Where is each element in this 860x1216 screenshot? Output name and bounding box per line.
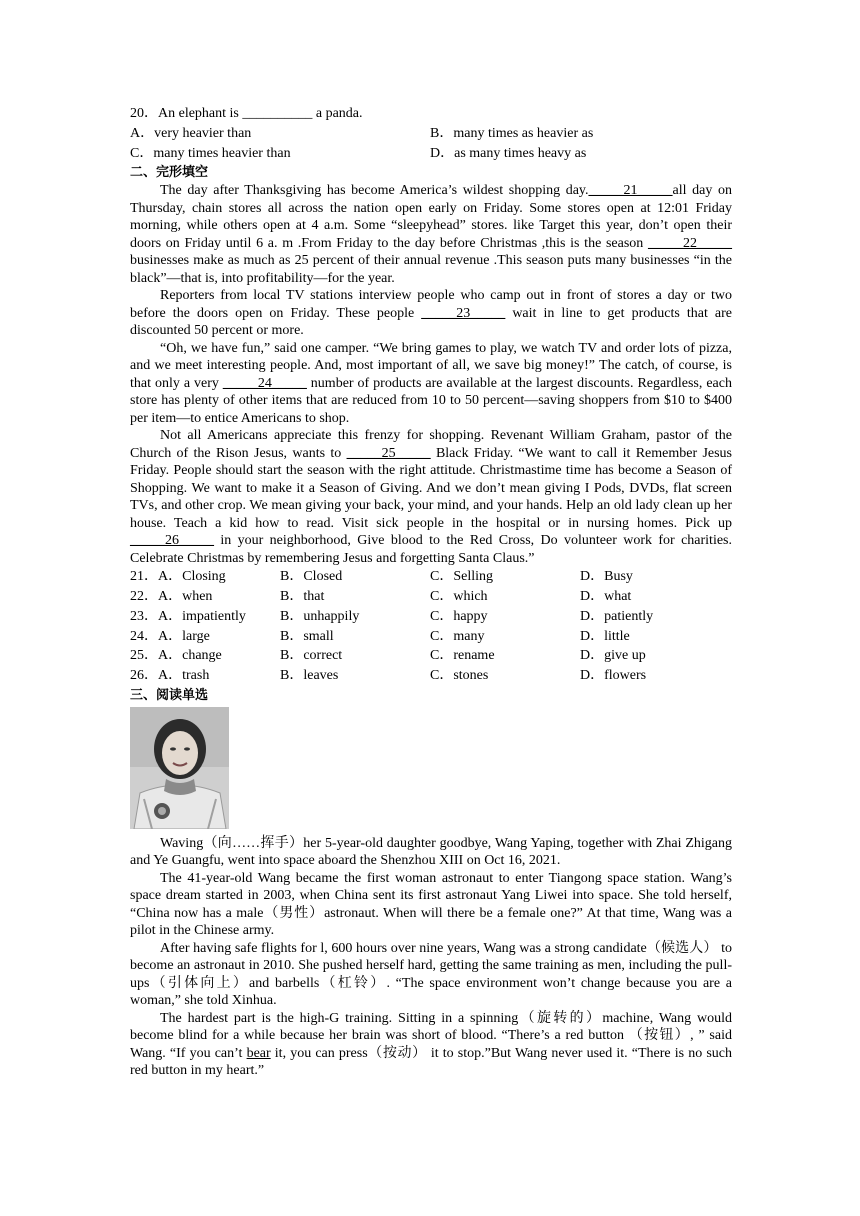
cloze-option: D．give up bbox=[580, 648, 646, 664]
paragraph-text: Reporters from local TV stations interview people who camp out in front of stores a day or two before the doors open on Friday. These people bbox=[130, 288, 732, 321]
blank-marker: _____26_____ bbox=[130, 533, 214, 549]
q20-options-row-2 bbox=[130, 144, 732, 164]
cloze-paragraph bbox=[130, 427, 732, 567]
cloze-option: B．unhappily bbox=[280, 608, 360, 624]
q20-options-row-1 bbox=[130, 124, 732, 144]
blank-marker: _____24_____ bbox=[222, 375, 307, 391]
cloze-option: D．flowers bbox=[580, 667, 647, 683]
paragraph-text: “Oh, we have fun,” said one camper. “We bring games to play, we watch TV and order lots of pizza, and we meet interesting people. And, most important of all, we save big money!” The catch, of course, is that only a very bbox=[130, 340, 732, 391]
cloze-option: C．stones bbox=[430, 667, 489, 683]
paragraph-text: The 41-year-old Wang became the first woman astronaut to enter Tiangong space station. Wang’s space dream started in 2003, when China sent its first astronaut Yang Liwei into space. She told herself, “China now has a male（男性）astronaut. When will there be a female one?” At that time, Wang was a pilot in the Chinese army. bbox=[130, 870, 732, 938]
reading-paragraph bbox=[130, 1010, 732, 1080]
cloze-option: C．rename bbox=[430, 648, 495, 664]
paragraph-text: Not all Americans appreciate this frenzy for shopping. Revenant William Graham, pastor of the Church of the Rison Jesus, wants to bbox=[130, 428, 732, 461]
paragraph-text: in your neighborhood, Give blood to the Red Cross, Do volunteer work for charities. Celebrate Christmas by remembering Jesus and forgetting Santa Claus.” bbox=[130, 533, 732, 566]
q20-option-a: A．very heavier than bbox=[130, 126, 252, 142]
document-page bbox=[130, 104, 732, 1080]
astronaut-photo-image bbox=[130, 707, 229, 829]
paragraph-text: number of products are available at the largest discounts. Regardless, each store has plenty of other items that are reduced from 10 to 50 percent—saving shoppers from $10 to $400 per item—to entice Americans to shop. bbox=[130, 375, 732, 426]
q20-option-b: B．many times as heavier as bbox=[430, 126, 594, 142]
reading-paragraph bbox=[130, 940, 732, 1010]
cloze-option: D．patiently bbox=[580, 608, 654, 624]
cloze-paragraph bbox=[130, 340, 732, 428]
q20-stem-blank: __________ bbox=[242, 106, 313, 121]
cloze-question-row bbox=[130, 626, 732, 646]
cloze-option: 25．A．change bbox=[130, 648, 222, 664]
cloze-question-row bbox=[130, 646, 732, 666]
cloze-option: B．that bbox=[280, 589, 325, 605]
reading-paragraph bbox=[130, 835, 732, 870]
section-2-heading: 二、完形填空 bbox=[130, 165, 209, 181]
blank-marker: bear bbox=[246, 1045, 271, 1061]
cloze-paragraph bbox=[130, 287, 732, 340]
paragraph-text: The day after Thanksgiving has become America’s wildest shopping day. bbox=[160, 183, 589, 199]
cloze-option: 24．A．large bbox=[130, 628, 210, 644]
cloze-option: B．small bbox=[280, 628, 334, 644]
q20-option-d: D．as many times heavy as bbox=[430, 145, 587, 161]
paragraph-text: wait in line to get products that are discounted 50 percent or more. bbox=[130, 305, 732, 339]
paragraph-text: The hardest part is the high-G training. Sitting in a spinning（旋转的）machine, Wang would become blind for a while because her brain was short of blood. “There’s a red button （按钮）, ” said Wang. “If you can’t bbox=[130, 1010, 732, 1061]
cloze-question-row bbox=[130, 587, 732, 607]
cloze-option: B．Closed bbox=[280, 569, 343, 585]
blank-marker: _____23_____ bbox=[421, 305, 506, 321]
cloze-option: D．little bbox=[580, 628, 630, 644]
cloze-option: C．many bbox=[430, 628, 485, 644]
paragraph-text: Black Friday. “We want to call it Remember Jesus Friday. People should start the season with the right attitude. Christmastime time has become a Season of Shopping. We want to make it a Season of Giving. And we don’t mean giving I Pods, DVDs, flat screen TVs, and other crop. We mean giving your back, your mind, and your hands. Help an old lady clean up her house. Teach a kid how to read. Visit sick people in the hospital or in nursing homes. Pick up bbox=[130, 445, 733, 531]
cloze-questions bbox=[130, 567, 732, 685]
cloze-question-row bbox=[130, 567, 732, 587]
question-20-stem bbox=[130, 104, 732, 124]
cloze-question-row bbox=[130, 607, 732, 627]
blank-marker: _____22_____ bbox=[648, 235, 732, 251]
cloze-option: C．happy bbox=[430, 608, 488, 624]
astronaut-photo bbox=[130, 707, 229, 829]
paragraph-text: After having safe flights for l, 600 hours over nine years, Wang was a strong candidate（候选人） to become an astronaut in 2010. She pushed herself hard, getting the same training as men, including the pull-ups（引体向上）and barbells（杠铃）. “The space environment won’t change because you are a woman,” she told Xinhua. bbox=[130, 940, 732, 1008]
section-3-heading: 三、阅读单选 bbox=[130, 687, 209, 703]
cloze-option: B．leaves bbox=[280, 667, 339, 683]
cloze-passage bbox=[130, 182, 732, 567]
q20-option-c: C．many times heavier than bbox=[130, 145, 291, 161]
reading-paragraph bbox=[130, 870, 732, 940]
paragraph-text: all day on Thursday, chain stores all across the nation open early on Friday. Some stores open at 12:01 Friday morning, while others open at 4 a.m. Some “sleepyhead” stores. like Target this year, don’t open their doors on Friday until 6 a. m .From Friday to the day before Christmas ,this is the season bbox=[130, 183, 732, 251]
blank-marker: _____21_____ bbox=[588, 183, 673, 199]
blank-marker: _____25_____ bbox=[346, 445, 431, 461]
cloze-option: B．correct bbox=[280, 648, 343, 664]
paragraph-text: it, you can press（按动） it to stop.”But Wang never used it. “There is no such red button in my heart.” bbox=[130, 1045, 733, 1078]
q20-stem-post: a panda. bbox=[312, 106, 363, 121]
cloze-option: D．Busy bbox=[580, 569, 633, 585]
cloze-option: C．which bbox=[430, 589, 488, 605]
reading-passage bbox=[130, 835, 732, 1080]
cloze-option: 23．A．impatiently bbox=[130, 608, 246, 624]
cloze-option: 26．A．trash bbox=[130, 667, 210, 683]
cloze-paragraph bbox=[130, 182, 732, 287]
paragraph-text: businesses make as much as 25 percent of their annual revenue .This season puts many businesses “in the black”—that is, into profitability—for the year. bbox=[130, 253, 732, 286]
q20-stem-pre: 20．An elephant is bbox=[130, 106, 243, 121]
paragraph-text: Waving（向……挥手）her 5-year-old daughter goodbye, Wang Yaping, together with Zhai Zhigang and Ye Guangfu, went into space aboard the Shenzhou XIII on Oct 16, 2021. bbox=[130, 835, 732, 868]
cloze-option: C．Selling bbox=[430, 569, 494, 585]
cloze-option: 22．A．when bbox=[130, 589, 213, 605]
cloze-option: D．what bbox=[580, 589, 632, 605]
cloze-question-row bbox=[130, 666, 732, 686]
cloze-option: 21．A．Closing bbox=[130, 569, 226, 585]
